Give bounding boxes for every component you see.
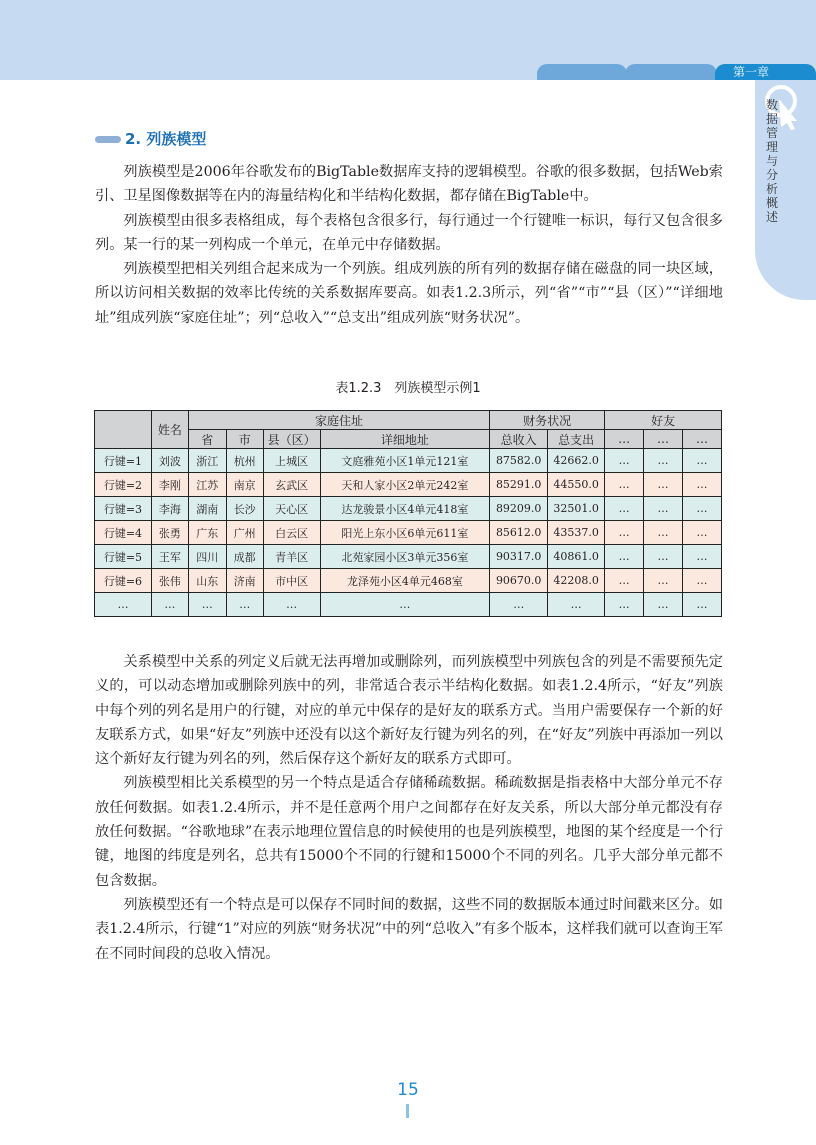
subheader-cell: 省 [188,430,226,449]
table-row [95,449,722,473]
page-number-bar [406,1104,409,1118]
paragraph: 关系模型中关系的列定义后就无法再增加或删除列，而列族模型中列族包含的列是不需要预先定义的，可以动态增加或删除列族中的列，非常适合表示半结构化数据。如表1.2.4所示，“好友”列族中每个列的列名是用户的行键，对应的单元中保存的是好友的联系方式。当用户需要保存一个新的好友联系方式，如果“好友”列族中还没有以这个新好友行键为列名的列，在“好友”列族中再添加一列以这个新好友行键为列名的列，然后保存这个新好友的联系方式即可。 [95,654,723,768]
body-text-top [95,160,723,330]
table-cell: 行键=5 [95,545,152,569]
header-friends: 好友 [605,411,722,430]
table-cell: 龙泽苑小区4单元468室 [320,569,490,593]
header-empty [95,411,152,449]
table-cell: … [644,497,683,521]
table-cell: 43537.0 [548,521,605,545]
chapter-tab-inactive [537,64,627,80]
table-cell: … [605,593,644,617]
table-cell: … [605,473,644,497]
table-cell: 玄武区 [263,473,320,497]
table-cell: 白云区 [263,521,320,545]
header-address: 家庭住址 [188,411,489,430]
table-cell: 市中区 [263,569,320,593]
subheader-cell: … [644,430,683,449]
paragraph: 列族模型由很多表格组成，每个表格包含很多行，每行通过一个行键唯一标识，每行又包含很多列。某一行的某一列构成一个单元，在单元中存储数据。 [95,212,723,253]
table-cell: 李刚 [151,473,188,497]
body-text-bottom [95,650,723,966]
table-cell: 广东 [188,521,226,545]
table-cell: 上城区 [263,449,320,473]
table-cell: … [644,569,683,593]
table-row [95,569,722,593]
table-cell: … [605,545,644,569]
table-cell: 成都 [226,545,263,569]
table-cell: … [605,521,644,545]
paragraph: 列族模型还有一个特点是可以保存不同时间的数据，这些不同的数据版本通过时间戳来区分。如表1.2.4所示，行键“1”对应的列族“财务状况”中的列“总收入”有多个版本，这样我们就可以查询王军在不同时间段的总收入情况。 [95,896,723,962]
header-finance: 财务状况 [490,411,605,430]
table-cell: 32501.0 [548,497,605,521]
table-cell: … [95,593,152,617]
table-cell: 天心区 [263,497,320,521]
subheader-cell: 总支出 [548,430,605,449]
table-cell: 张伟 [151,569,188,593]
table-cell: … [263,593,320,617]
table-row [95,593,722,617]
table-cell: 行键=1 [95,449,152,473]
table-cell: 42208.0 [548,569,605,593]
table-cell: 阳光上东小区6单元611室 [320,521,490,545]
table-cell: … [320,593,490,617]
table-cell: … [682,521,721,545]
chapter-tab-inactive [625,64,717,80]
subheader-cell: 详细地址 [320,430,490,449]
table-row [95,521,722,545]
table-cell: … [490,593,548,617]
table-cell: … [605,569,644,593]
table-cell: 40861.0 [548,545,605,569]
table-cell: … [605,449,644,473]
table-cell: 长沙 [226,497,263,521]
table-cell: 天和人家小区2单元242室 [320,473,490,497]
table-cell: 山东 [188,569,226,593]
table-cell: 南京 [226,473,263,497]
table-cell: 文庭雅苑小区1单元121室 [320,449,490,473]
table-cell: 杭州 [226,449,263,473]
table-cell: 行键=2 [95,473,152,497]
table-row [95,473,722,497]
table-cell: 85612.0 [490,521,548,545]
table-cell: 42662.0 [548,449,605,473]
table-cell: 湖南 [188,497,226,521]
heading-bar-icon [95,136,121,143]
table-cell: 89209.0 [490,497,548,521]
table-cell: … [644,521,683,545]
table-cell: 行键=6 [95,569,152,593]
table-cell: 北苑家园小区3单元356室 [320,545,490,569]
section-heading [95,128,206,149]
table-cell: … [151,593,188,617]
table-cell: … [682,545,721,569]
table-cell: … [605,497,644,521]
table-cell: 90317.0 [490,545,548,569]
subheader-cell: 县（区） [263,430,320,449]
paragraph: 列族模型是2006年谷歌发布的BigTable数据库支持的逻辑模型。谷歌的很多数据，包括Web索引、卫星图像数据等在内的海量结构化和半结构化数据，都存储在BigTable中。 [95,164,723,205]
section-title: 2. 列族模型 [125,130,207,148]
table-cell: 浙江 [188,449,226,473]
table-cell: … [682,569,721,593]
table-cell: … [682,593,721,617]
table-cell: 85291.0 [490,473,548,497]
table-cell: 达龙骏景小区4单元418室 [320,497,490,521]
table-cell: … [682,473,721,497]
table-caption: 表1.2.3 列族模型示例1 [335,381,481,396]
paragraph: 列族模型相比关系模型的另一个特点是适合存储稀疏数据。稀疏数据是指表格中大部分单元不存放任何数据。如表1.2.4所示，并不是任意两个用户之间都存在好友关系，所以大部分单元都没有存放任何数据。“谷歌地球”在表示地理位置信息的时候使用的也是列族模型，地图的某个经度是一个行键，地图的纬度是列名，总共有15000个不同的行键和15000个不同的列名。几乎大部分单元都不包含数据。 [95,775,723,889]
chapter-tab-active: 第一章 [715,64,816,80]
table-cell: … [548,593,605,617]
table-cell: 青羊区 [263,545,320,569]
table-cell: 广州 [226,521,263,545]
table-cell: … [644,449,683,473]
table-cell: 江苏 [188,473,226,497]
table-cell: … [682,497,721,521]
table-cell: … [682,449,721,473]
table-cell: 李海 [151,497,188,521]
subheader-cell: 总收入 [490,430,548,449]
table-cell: 济南 [226,569,263,593]
table-cell: 刘波 [151,449,188,473]
subheader-cell: 市 [226,430,263,449]
subheader-cell: … [682,430,721,449]
table-cell: … [644,473,683,497]
subheader-cell: … [605,430,644,449]
table-cell: 行键=3 [95,497,152,521]
table-cell: … [644,593,683,617]
table-row [95,545,722,569]
side-title: 数据管理与分析概述 [766,98,779,224]
paragraph: 列族模型把相关列组合起来成为一个列族。组成列族的所有列的数据存储在磁盘的同一块区域，所以访问相关数据的效率比传统的关系数据库要高。如表1.2.3所示，列“省”“市”“县（区）”“详细地址”组成列族“家庭住址”；列“总收入”“总支出”组成列族“财务状况”。 [95,261,723,326]
page-number: 15 [397,1080,419,1100]
table-cell: 90670.0 [490,569,548,593]
column-family-table [94,410,722,617]
table-cell: … [188,593,226,617]
table-cell: … [226,593,263,617]
table-row [95,497,722,521]
table-cell: 王军 [151,545,188,569]
header-name: 姓名 [151,411,188,449]
table-cell: 行键=4 [95,521,152,545]
table-cell: … [644,545,683,569]
table-cell: 四川 [188,545,226,569]
table-cell: 张勇 [151,521,188,545]
table-cell: 87582.0 [490,449,548,473]
table-cell: 44550.0 [548,473,605,497]
